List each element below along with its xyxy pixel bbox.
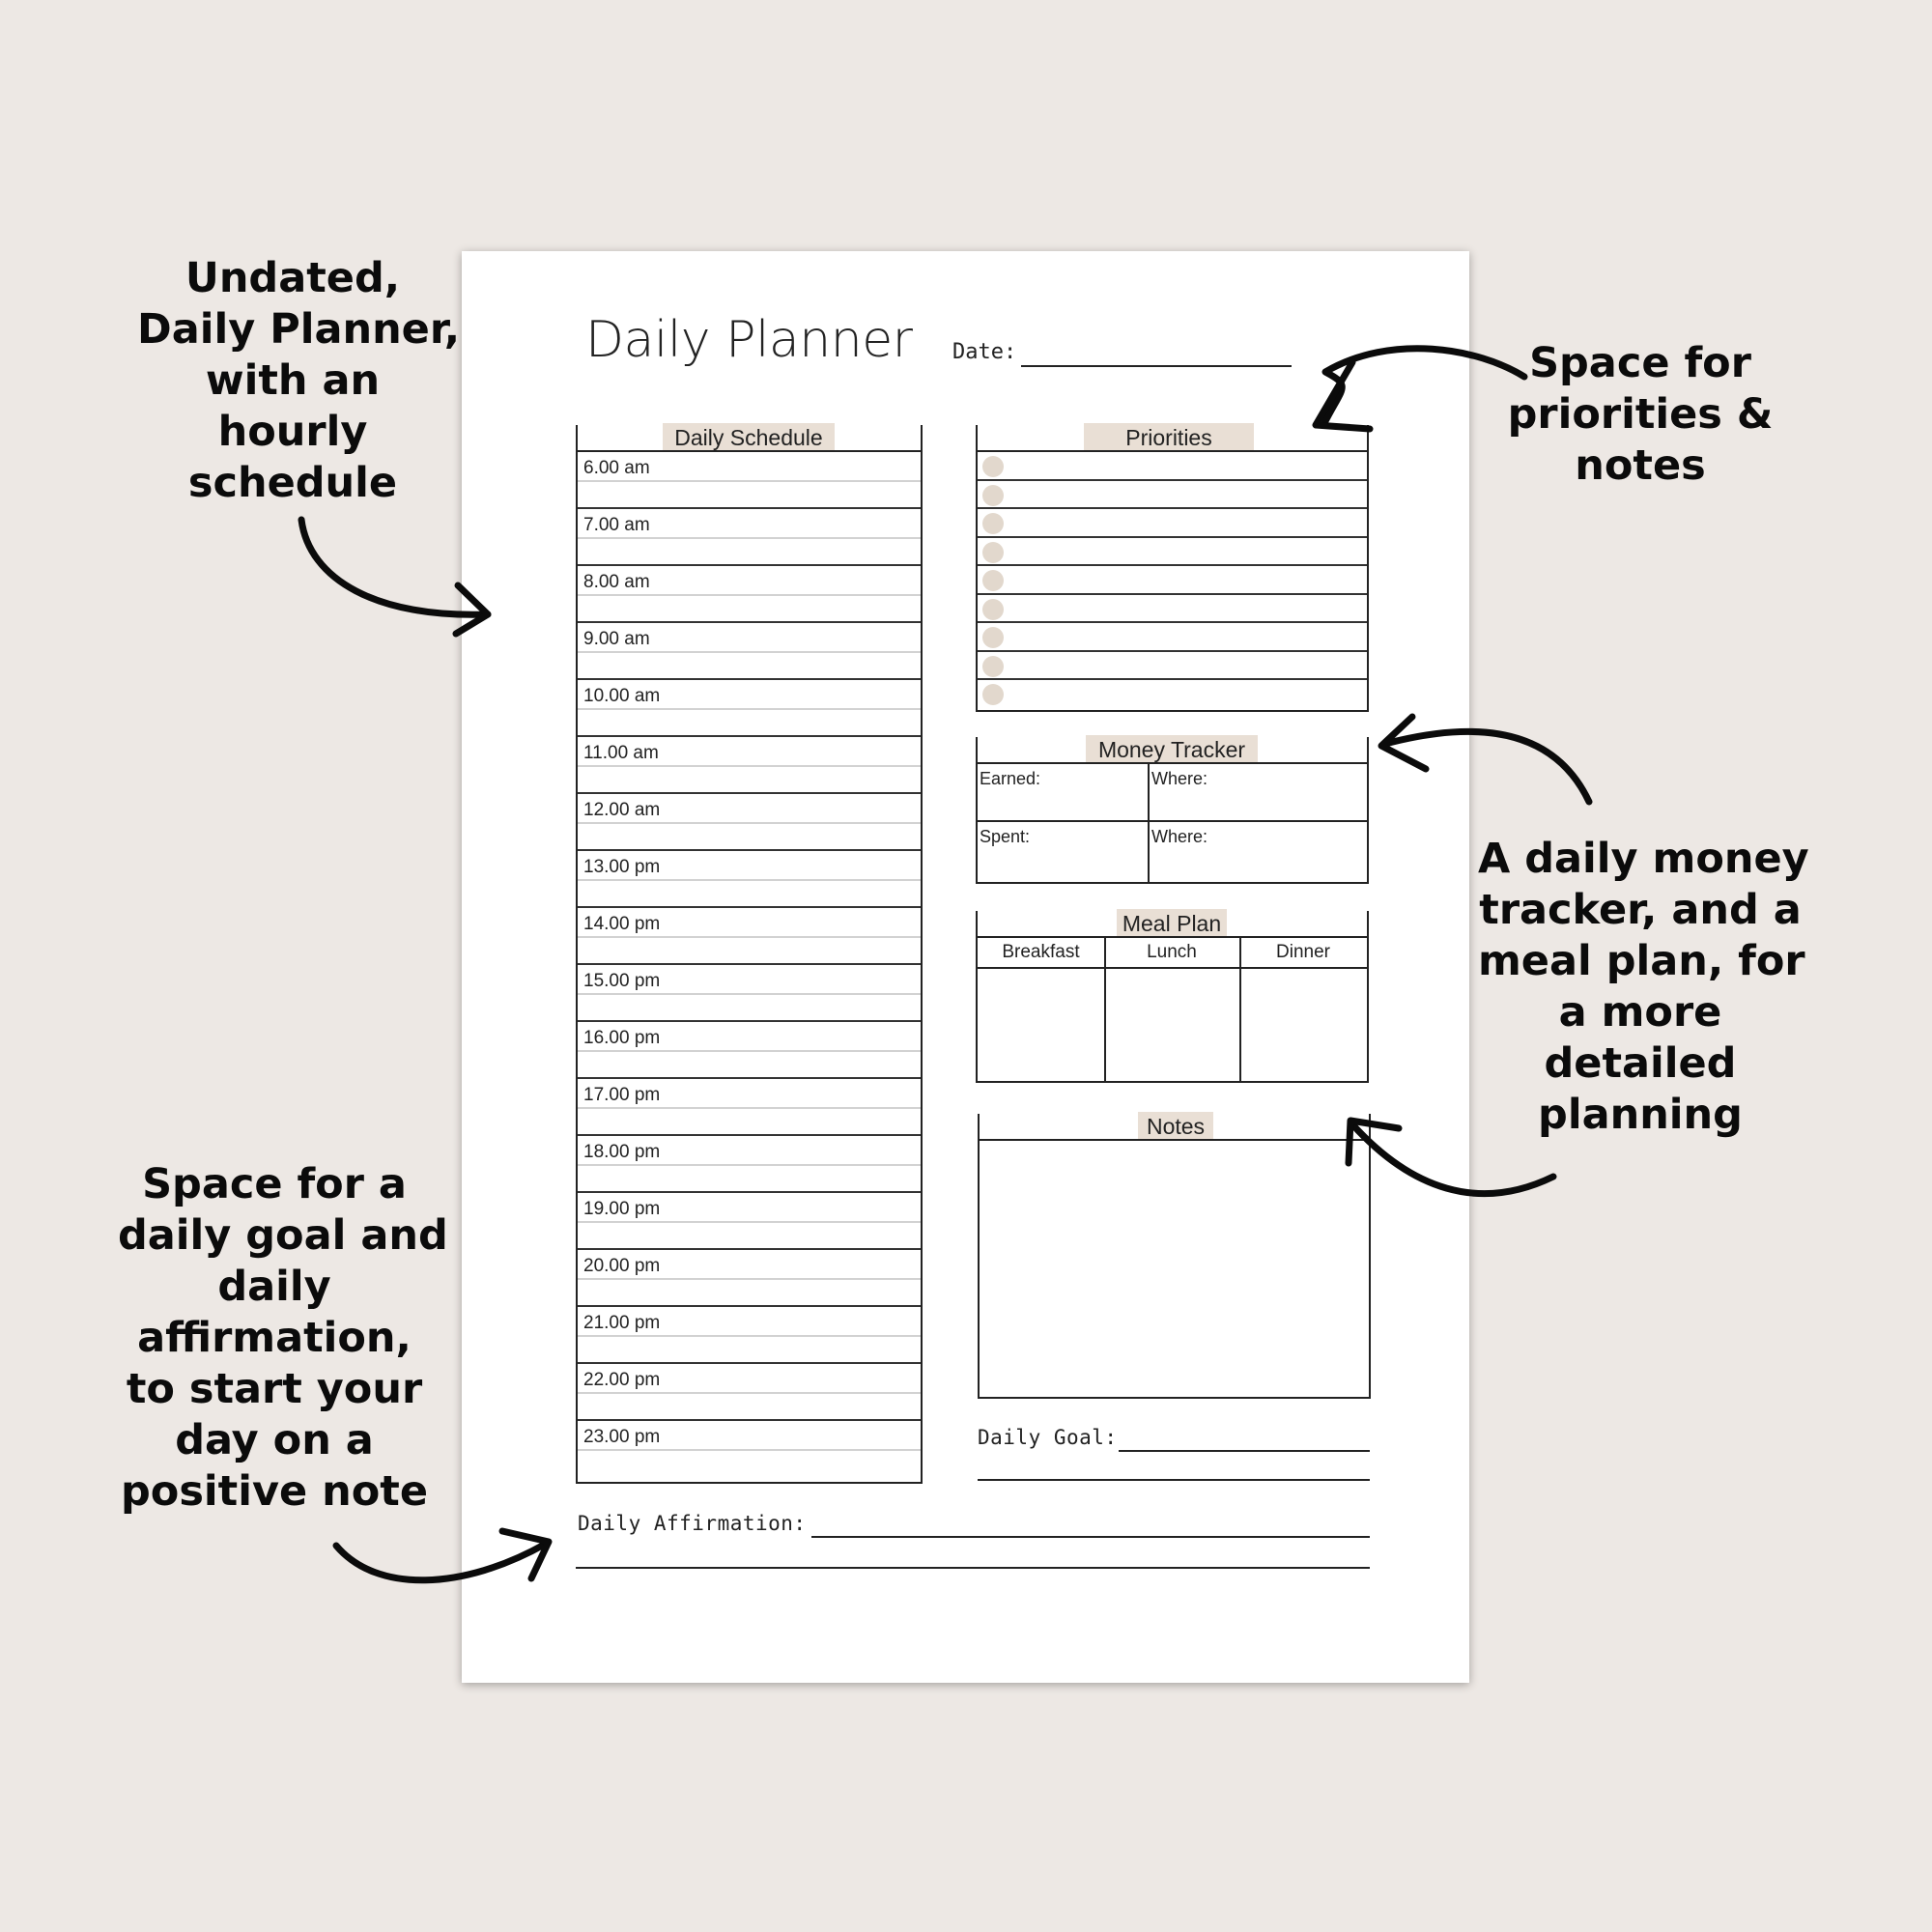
schedule-time-label: 14.00 pm	[583, 914, 661, 934]
callout-line: A daily money	[1478, 835, 1809, 883]
dinner-column-header: Dinner	[1276, 942, 1330, 962]
schedule-time-label: 15.00 pm	[583, 971, 661, 991]
callout-line: schedule	[187, 459, 398, 507]
schedule-time-label: 17.00 pm	[583, 1085, 661, 1105]
schedule-time-label: 12.00 am	[583, 800, 661, 820]
schedule-time-label: 16.00 pm	[583, 1028, 661, 1048]
callout-line: Undated,	[185, 254, 401, 302]
callout-line: tracker, and a	[1479, 886, 1802, 934]
daily-goal-label: Daily Goal:	[978, 1426, 1118, 1449]
meal-plan-header: Meal Plan	[1117, 909, 1227, 938]
arrow-schedule-icon	[301, 520, 488, 634]
lunch-column-header: Lunch	[1147, 942, 1197, 962]
callout-line: priorities &	[1507, 390, 1774, 439]
callout-line: Space for	[1529, 339, 1751, 387]
callout-line: notes	[1575, 441, 1706, 490]
callout-line: Daily Planner,	[137, 305, 461, 354]
schedule-time-label: 6.00 am	[583, 458, 650, 478]
arrow-money-icon	[1381, 717, 1589, 802]
daily-affirmation-label: Daily Affirmation:	[578, 1512, 807, 1535]
callout-line: affirmation,	[137, 1314, 412, 1362]
schedule-time-label: 7.00 am	[583, 515, 650, 535]
earned-label: Earned:	[980, 769, 1041, 788]
priorities-header: Priorities	[1084, 423, 1254, 452]
callout-line: a more	[1558, 988, 1722, 1037]
schedule-time-label: 10.00 am	[583, 686, 661, 706]
spent-where-label: Where:	[1151, 827, 1208, 846]
spent-label: Spent:	[980, 827, 1031, 846]
callout-line: meal plan, for	[1478, 937, 1805, 985]
callout-line: with an	[205, 356, 381, 405]
callout-line: planning	[1538, 1091, 1743, 1139]
schedule-time-label: 23.00 pm	[583, 1427, 661, 1447]
daily-schedule-header: Daily Schedule	[663, 423, 835, 452]
callout-line: daily goal and	[118, 1211, 448, 1260]
arrow-priorities-icon	[1316, 349, 1524, 429]
callout-line: positive note	[121, 1467, 428, 1516]
arrow-affirmation-icon	[336, 1531, 549, 1580]
callout-line: detailed	[1544, 1039, 1737, 1088]
callout-line: hourly	[217, 408, 368, 456]
page-title: Daily Planner	[585, 311, 913, 369]
schedule-time-label: 8.00 am	[583, 572, 650, 592]
notes-header: Notes	[1138, 1112, 1213, 1141]
callout-line: day on a	[175, 1416, 374, 1464]
date-label: Date:	[952, 340, 1017, 364]
schedule-time-label: 13.00 pm	[583, 857, 661, 877]
breakfast-column-header: Breakfast	[1002, 942, 1080, 962]
arrow-notes-icon	[1349, 1121, 1553, 1194]
schedule-time-label: 18.00 pm	[583, 1142, 661, 1162]
schedule-time-label: 9.00 am	[583, 629, 650, 649]
earned-where-label: Where:	[1151, 769, 1208, 788]
schedule-time-label: 11.00 am	[583, 743, 659, 763]
schedule-time-label: 19.00 pm	[583, 1199, 661, 1219]
callout-line: to start your	[126, 1365, 423, 1413]
money-tracker-header: Money Tracker	[1086, 735, 1258, 764]
callout-line: Space for a	[142, 1160, 407, 1208]
callout-line: daily	[217, 1263, 331, 1311]
schedule-time-label: 20.00 pm	[583, 1256, 661, 1276]
schedule-time-label: 21.00 pm	[583, 1313, 661, 1333]
schedule-time-label: 22.00 pm	[583, 1370, 661, 1390]
